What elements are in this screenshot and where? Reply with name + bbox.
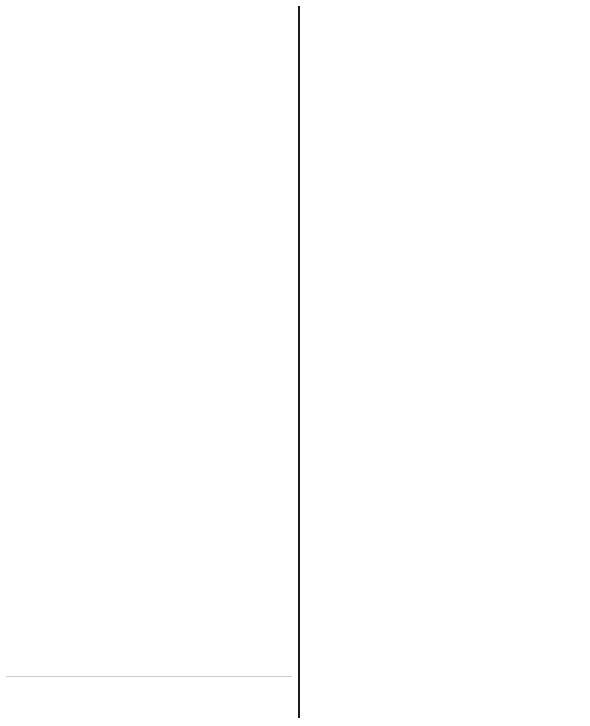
text-line [306, 297, 584, 320]
text-line [6, 117, 292, 140]
text-line [306, 477, 584, 500]
text-line [306, 72, 584, 95]
text-line [306, 207, 584, 230]
text-line [6, 27, 292, 50]
closing-couplet [6, 676, 292, 721]
text-line [306, 184, 584, 207]
text-line [6, 49, 292, 72]
text-line [306, 454, 584, 477]
text-line [306, 162, 584, 185]
text-line [6, 297, 292, 320]
couplet-line [6, 677, 292, 699]
text-line [306, 702, 584, 721]
section-heading [306, 319, 584, 342]
text-line [306, 657, 584, 680]
text-line [306, 387, 584, 410]
text-line [306, 274, 584, 297]
text-line [6, 207, 292, 230]
text-line [306, 612, 584, 635]
text-line [6, 567, 292, 590]
section-heading [306, 94, 584, 117]
text-line [306, 27, 584, 50]
text-line [6, 612, 292, 635]
text-line [306, 139, 584, 162]
text-line [6, 342, 292, 365]
text-line [6, 364, 292, 387]
text-line [6, 544, 292, 567]
text-line [306, 252, 584, 275]
text-line [6, 319, 292, 342]
text-line [306, 117, 584, 140]
text-line [6, 387, 292, 410]
text-line [306, 229, 584, 252]
text-line [306, 364, 584, 387]
right-column [306, 4, 584, 720]
text-line [6, 184, 292, 207]
couplet-line [6, 699, 292, 721]
text-line [306, 49, 584, 72]
column-divider [298, 6, 300, 718]
text-line [6, 252, 292, 275]
text-line [6, 72, 292, 95]
text-line [6, 409, 292, 432]
text-line [6, 454, 292, 477]
text-line [6, 499, 292, 522]
text-line [306, 634, 584, 657]
section-heading [306, 4, 584, 27]
text-line [306, 342, 584, 365]
section-heading [306, 409, 584, 432]
text-line [6, 477, 292, 500]
text-line [306, 432, 584, 455]
text-line [6, 522, 292, 545]
text-line [6, 4, 292, 27]
text-line [306, 499, 584, 522]
text-line [6, 139, 292, 162]
left-column [6, 4, 292, 720]
text-line [6, 634, 292, 657]
text-line [6, 589, 292, 612]
text-line [306, 589, 584, 612]
text-line [6, 274, 292, 297]
text-line [6, 162, 292, 185]
text-line [6, 432, 292, 455]
text-line [6, 229, 292, 252]
text-line [306, 544, 584, 567]
text-line [6, 94, 292, 117]
text-line [306, 567, 584, 590]
text-line [306, 522, 584, 545]
text-line [306, 679, 584, 702]
